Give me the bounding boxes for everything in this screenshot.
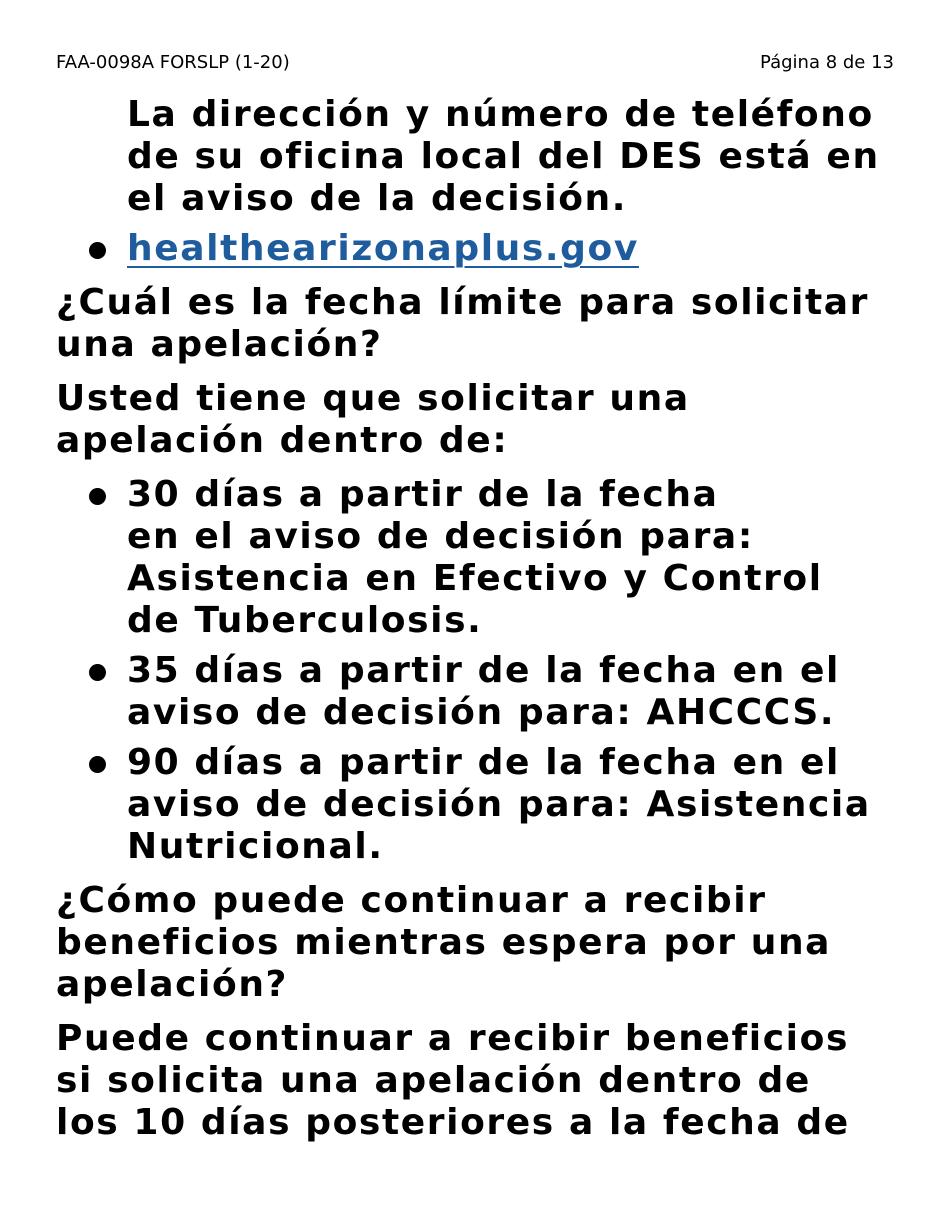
- text-line: los 10 días posteriores a la fecha de: [56, 1102, 850, 1143]
- deadline-bullet-90-days: [56, 742, 906, 868]
- bullet-icon: [89, 756, 106, 773]
- text-line: ¿Cuál es la fecha límite para solicitar: [56, 282, 870, 323]
- text-line: el aviso de la decisión.: [127, 178, 628, 219]
- deadline-question-heading: [56, 282, 906, 366]
- benefits-question-heading: [56, 880, 906, 1006]
- bullet-icon: [89, 488, 106, 505]
- text-line: Nutricional.: [127, 826, 384, 867]
- page-header: [56, 52, 894, 76]
- text-line: aviso de decisión para: Asistencia: [127, 784, 871, 825]
- text-line: La dirección y número de teléfono: [127, 94, 874, 135]
- text-line: en el aviso de decisión para:: [127, 516, 754, 557]
- deadline-bullet-35-days: [56, 650, 906, 734]
- text-line: si solicita una apelación dentro de: [56, 1060, 811, 1101]
- deadline-bullet-30-days: [56, 474, 906, 642]
- bullet-icon: [89, 242, 106, 259]
- text-line: de Tuberculosis.: [127, 600, 483, 641]
- bullet-icon: [89, 664, 106, 681]
- text-line: apelación dentro de:: [56, 420, 509, 461]
- office-info-paragraph: [56, 94, 906, 220]
- document-body: [56, 94, 906, 1144]
- healthearizonaplus-link[interactable]: healthearizonaplus.gov: [127, 228, 639, 269]
- text-line: 90 días a partir de la fecha en el: [127, 742, 840, 783]
- text-line: Asistencia en Efectivo y Control: [127, 558, 823, 599]
- form-id: FAA-0098A FORSLP (1-20): [56, 52, 290, 73]
- text-line: Usted tiene que solicitar una: [56, 378, 690, 419]
- text-line: 30 días a partir de la fecha: [127, 474, 719, 515]
- deadline-answer-paragraph: [56, 378, 906, 462]
- text-line: ¿Cómo puede continuar a recibir: [56, 880, 767, 921]
- text-line: apelación?: [56, 964, 289, 1005]
- page-number: Página 8 de 13: [760, 52, 894, 73]
- text-line: una apelación?: [56, 324, 383, 365]
- text-line: beneficios mientras espera por una: [56, 922, 832, 963]
- text-line: Puede continuar a recibir beneficios: [56, 1018, 849, 1059]
- text-line: aviso de decisión para: AHCCCS.: [127, 692, 836, 733]
- text-line: de su oficina local del DES está en: [127, 136, 880, 177]
- text-line: 35 días a partir de la fecha en el: [127, 650, 840, 691]
- website-bullet: [56, 228, 906, 270]
- benefits-answer-paragraph: [56, 1018, 906, 1144]
